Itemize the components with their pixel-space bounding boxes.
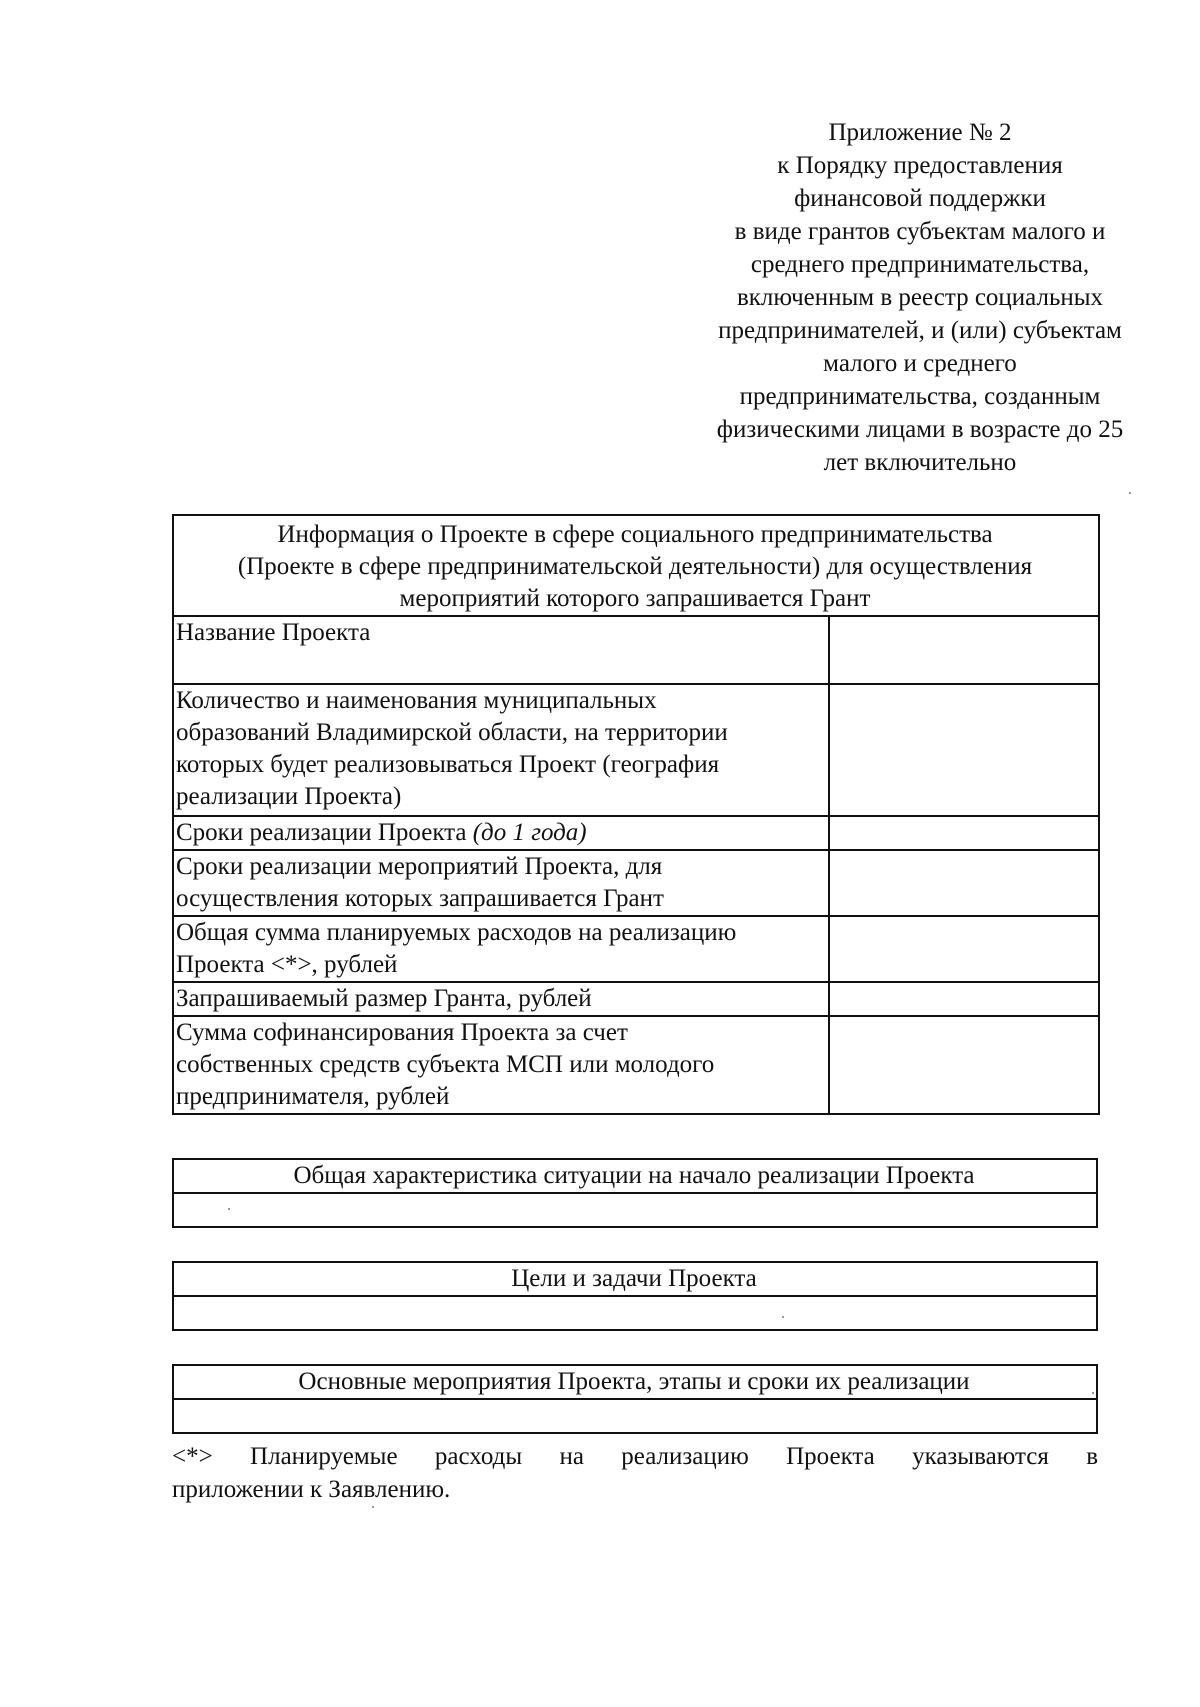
project-term-text: Сроки реализации Проекта: [176, 819, 473, 846]
label-line: Проекта <*>, рублей: [176, 951, 398, 978]
goals-title: Цели и задачи Проекта: [173, 1262, 1097, 1296]
label-line: реализации Проекта): [176, 783, 402, 810]
label-line: предпринимателя, рублей: [176, 1083, 450, 1110]
table-row-cofinancing: [173, 1016, 1099, 1114]
label-line: образований Владимирской области, на территории: [176, 719, 728, 746]
project-name-label: [173, 616, 829, 684]
table-row-events-term: [173, 850, 1099, 916]
label-line: которых будет реализовываться Проект (география: [176, 751, 720, 778]
appendix-line: малого и среднего: [823, 350, 1017, 377]
events-term-value[interactable]: [829, 850, 1099, 916]
appendix-line: к Порядку предоставления: [777, 152, 1063, 179]
header-line: мероприятий которого запрашивается Грант: [399, 585, 871, 612]
table-header-row: [173, 1159, 1097, 1193]
cofinancing-value[interactable]: [829, 1016, 1099, 1114]
table-row-grant-amount: [173, 982, 1099, 1016]
project-name-value[interactable]: [829, 616, 1099, 684]
project-term-value[interactable]: [829, 816, 1099, 850]
municipalities-label: [173, 684, 829, 816]
table-header-row: [173, 1262, 1097, 1296]
label-line: осуществления которых запрашивается Грант: [176, 885, 664, 912]
label-line: Запрашиваемый размер Гранта, рублей: [176, 985, 592, 1012]
total-expenses-label: [173, 916, 829, 982]
scan-speck: [228, 1208, 230, 1210]
table-header-row: [173, 1365, 1097, 1399]
events-title: Основные мероприятия Проекта, этапы и сроки их реализации: [173, 1365, 1097, 1399]
label-line: Сроки реализации мероприятий Проекта, для: [176, 853, 663, 880]
label-line: Количество и наименования муниципальных: [176, 687, 657, 714]
cofinancing-label: [173, 1016, 829, 1114]
appendix-line: предпринимательства, созданным: [739, 383, 1101, 410]
events-value[interactable]: [173, 1399, 1097, 1433]
appendix-line: среднего предпринимательства,: [750, 251, 1090, 278]
appendix-reference: [660, 116, 1180, 479]
goals-value[interactable]: [173, 1296, 1097, 1330]
grant-amount-value[interactable]: [829, 982, 1099, 1016]
footnote-line: <*> Планируемые расходы на реализацию Проекта указываются в: [172, 1443, 1098, 1470]
scan-speck: [1129, 492, 1131, 494]
table-row-project-term: [173, 816, 1099, 850]
table-row: [173, 1296, 1097, 1330]
goals-table: [172, 1261, 1098, 1331]
footnote: [172, 1440, 1098, 1506]
table-row: [173, 1399, 1097, 1433]
project-term-label: [173, 816, 829, 850]
scan-speck: [372, 1506, 374, 1508]
grant-amount-label: [173, 982, 829, 1016]
events-table: [172, 1364, 1098, 1434]
situation-table: [172, 1158, 1098, 1228]
events-term-label: [173, 850, 829, 916]
situation-title: Общая характеристика ситуации на начало реализации Проекта: [173, 1159, 1097, 1193]
project-info-header: [173, 515, 1099, 616]
table-row-project-name: [173, 616, 1099, 684]
label-line: Сумма софинансирования Проекта за счет: [176, 1019, 628, 1046]
appendix-line: физическими лицами в возрасте до 25: [716, 416, 1124, 443]
scan-speck: [782, 1316, 784, 1318]
label-line: Название Проекта: [176, 619, 371, 646]
appendix-line: лет включительно: [823, 449, 1017, 476]
table-row-municipalities: [173, 684, 1099, 816]
appendix-line: финансовой поддержки: [794, 185, 1046, 212]
project-info-table: [172, 514, 1100, 1115]
municipalities-value[interactable]: [829, 684, 1099, 816]
header-line: Информация о Проекте в сфере социального предпринимательства: [277, 521, 993, 548]
label-line: Общая сумма планируемых расходов на реализацию: [176, 919, 737, 946]
appendix-line: в виде грантов субъектам малого и: [734, 218, 1106, 245]
table-row: [173, 1193, 1097, 1227]
appendix-line: предпринимателей, и (или) субъектам: [718, 317, 1122, 344]
header-line: (Проекте в сфере предпринимательской деятельности) для осуществления: [237, 553, 1033, 580]
table-row-total-expenses: [173, 916, 1099, 982]
project-term-note: (до 1 года): [472, 819, 587, 846]
footnote-line: приложении к Заявлению.: [172, 1476, 451, 1503]
appendix-line: включенным в реестр социальных: [736, 284, 1104, 311]
total-expenses-value[interactable]: [829, 916, 1099, 982]
label-line: собственных средств субъекта МСП или молодого: [176, 1051, 715, 1078]
table-header-row: [173, 515, 1099, 616]
appendix-line: Приложение № 2: [828, 119, 1012, 146]
scan-speck: [1092, 1392, 1094, 1394]
situation-value[interactable]: [173, 1193, 1097, 1227]
